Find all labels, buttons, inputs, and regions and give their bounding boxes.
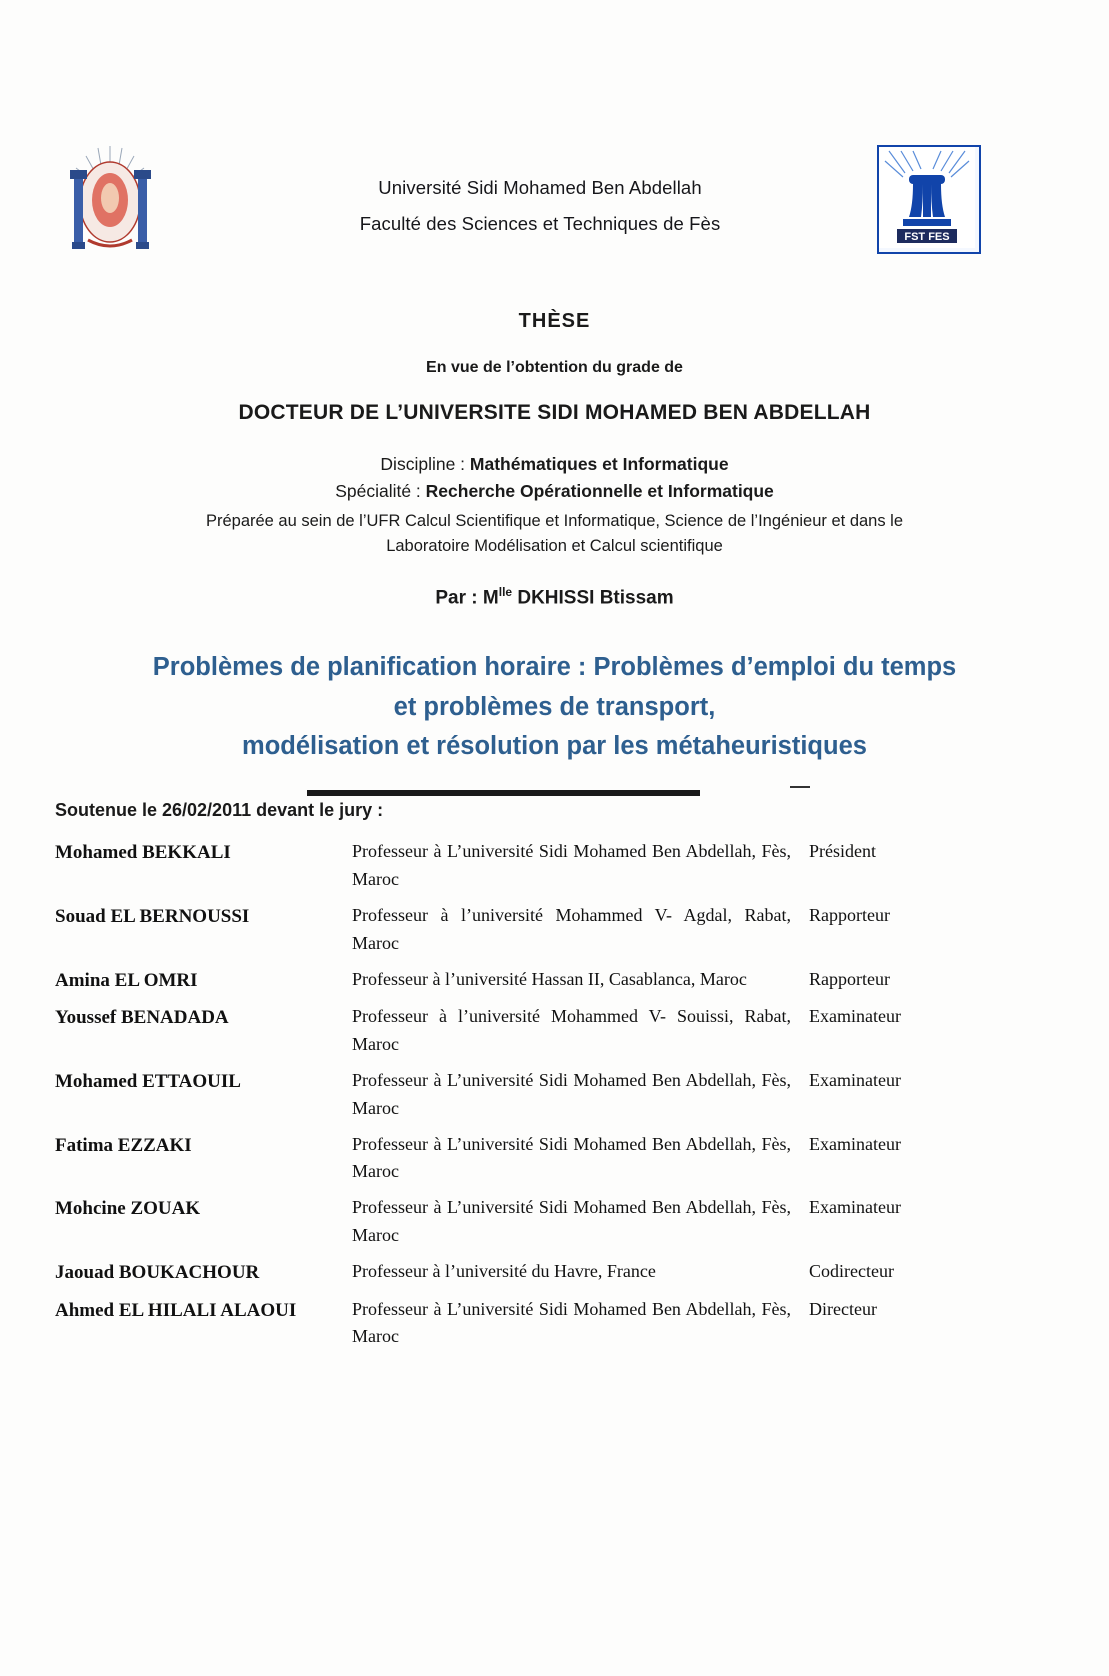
jury-member-role: Rapporteur	[809, 968, 890, 989]
jury-member-role: Directeur	[809, 1298, 877, 1319]
author-name: DKHISSI Btissam	[512, 587, 674, 609]
jury-member-name: Fatima EZZAKI	[55, 1134, 192, 1156]
jury-member-name: Youssef BENADADA	[55, 1007, 229, 1028]
university-name-block	[230, 170, 850, 242]
horizontal-rule	[307, 790, 700, 796]
university-line-1: Université Sidi Mohamed Ben Abdellah	[378, 177, 702, 198]
university-seal-logo	[58, 140, 163, 265]
jury-member-row	[55, 1296, 1055, 1352]
jury-member-role: Examinateur	[809, 1197, 901, 1218]
jury-member-name: Mohamed ETTAOUIL	[55, 1070, 241, 1092]
small-dash-mark	[790, 786, 810, 788]
page-header	[0, 140, 1109, 270]
thesis-discipline-block	[0, 451, 1109, 505]
discipline-line	[0, 451, 1109, 478]
svg-text:FST FES: FST FES	[904, 231, 950, 243]
jury-member-affiliation: Professeur à L’université Sidi Mohamed Ben Abdellah, Fès, Maroc	[352, 1069, 791, 1118]
discipline-value: Mathématiques et Informatique	[469, 454, 729, 474]
jury-member-affiliation: Professeur à l’université du Havre, France	[352, 1261, 656, 1282]
thesis-info-block	[0, 310, 1109, 609]
prepared-line-1: Préparée au sein de l’UFR Calcul Scientifique et Informatique, Science de l’Ingénieur et dans le	[205, 512, 904, 531]
jury-member-affiliation: Professeur à L’université Sidi Mohamed Ben Abdellah, Fès, Maroc	[352, 1133, 791, 1182]
prepared-line-2: Laboratoire Modélisation et Calcul scientifique	[386, 537, 723, 555]
jury-member-affiliation: Professeur à L’université Sidi Mohamed Ben Abdellah, Fès, Maroc	[352, 1197, 791, 1246]
title-line-3: modélisation et résolution par les métaheuristiques	[242, 732, 867, 761]
jury-member-role: Rapporteur	[809, 904, 890, 925]
speciality-line	[0, 478, 1109, 505]
jury-member-row	[55, 966, 1055, 995]
jury-member-row	[55, 1131, 1055, 1187]
jury-member-affiliation: Professeur à l’université Hassan II, Casablanca, Maroc	[352, 968, 747, 989]
jury-member-name: Jaouad BOUKACHOUR	[55, 1262, 260, 1284]
fst-fes-logo	[877, 145, 981, 254]
title-line-1: Problèmes de planification horaire : Problèmes d’emploi du temps	[152, 653, 957, 681]
jury-member-row	[55, 1258, 1055, 1287]
jury-member-name: Amina EL OMRI	[55, 969, 198, 991]
jury-member-row	[55, 1194, 1055, 1250]
jury-member-role: Examinateur	[809, 1133, 901, 1154]
jury-member-name: Mohcine ZOUAK	[55, 1198, 201, 1220]
these-heading: THÈSE	[518, 310, 591, 332]
thesis-author	[0, 585, 1109, 609]
jury-member-affiliation: Professeur à l’université Mohammed V- Souissi, Rabat, Maroc	[352, 1006, 791, 1054]
jury-member-role: Examinateur	[809, 1006, 901, 1026]
university-line-2: Faculté des Sciences et Techniques de Fès	[359, 213, 721, 235]
jury-member-role: Examinateur	[809, 1069, 901, 1090]
author-title-suffix: lle	[498, 584, 513, 599]
page-title	[0, 648, 1109, 767]
jury-member-affiliation: Professeur à L’université Sidi Mohamed Ben Abdellah, Fès, Maroc	[352, 1298, 791, 1347]
author-prefix: Par : M	[435, 587, 499, 609]
jury-member-role: Codirecteur	[809, 1261, 894, 1282]
jury-member-row	[55, 1067, 1055, 1123]
discipline-label: Discipline :	[380, 454, 470, 474]
jury-member-affiliation: Professeur à L’université Sidi Mohamed Ben Abdellah, Fès, Maroc	[352, 841, 791, 889]
jury-member-role: Président	[809, 841, 876, 861]
jury-member-row	[55, 838, 1055, 894]
thesis-preparation-block	[0, 509, 1109, 559]
title-line-2: et problèmes de transport,	[393, 692, 716, 721]
jury-member-name: Souad EL BERNOUSSI	[55, 905, 250, 927]
jury-member-affiliation: Professeur à l’université Mohammed V- Agdal, Rabat, Maroc	[352, 904, 791, 953]
thesis-purpose: En vue de l’obtention du grade de	[426, 359, 683, 376]
jury-intro: Soutenue le 26/02/2011 devant le jury :	[55, 800, 384, 820]
jury-member-row	[55, 1003, 1055, 1059]
speciality-value: Recherche Opérationnelle et Informatique	[425, 481, 774, 502]
thesis-degree: DOCTEUR DE L’UNIVERSITE SIDI MOHAMED BEN ABDELLAH	[238, 401, 871, 424]
jury-member-name: Mohamed BEKKALI	[55, 842, 231, 863]
jury-member-row	[55, 902, 1055, 958]
speciality-label: Spécialité :	[335, 481, 426, 502]
jury-member-name: Ahmed EL HILALI ALAOUI	[55, 1299, 297, 1321]
jury-list	[55, 838, 1055, 1359]
